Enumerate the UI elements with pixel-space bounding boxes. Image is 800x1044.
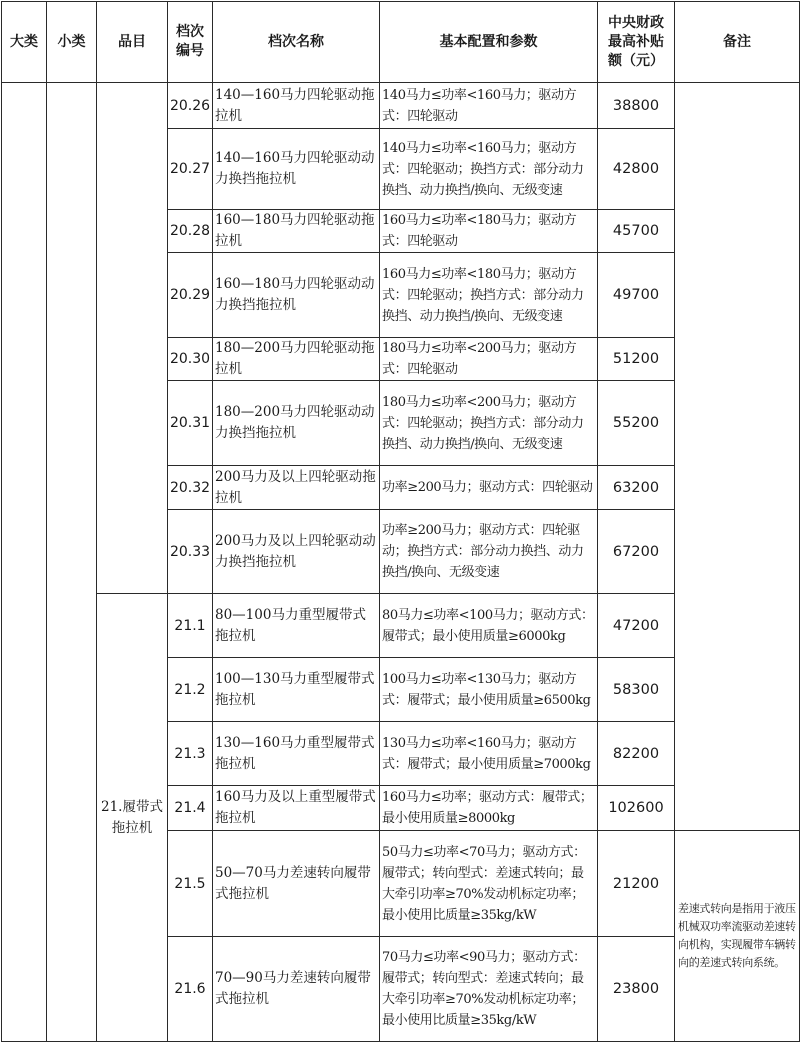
grade-subsidy: 55200 — [598, 381, 675, 466]
grade-name: 80—100马力重型履带式拖拉机 — [213, 594, 380, 658]
grade-config: 130马力≤功率<160马力；驱动方式：履带式；最小使用质量≥7000kg — [380, 722, 598, 786]
item-cell-wheeled — [97, 83, 168, 594]
header-config: 基本配置和参数 — [380, 2, 598, 83]
grade-config: 100马力≤功率<130马力；驱动方式：履带式；最小使用质量≥6500kg — [380, 658, 598, 722]
header-subsidy: 中央财政 最高补贴 额（元） — [598, 2, 675, 83]
grade-name: 160马力及以上重型履带式拖拉机 — [213, 786, 380, 831]
grade-config: 70马力≤功率<90马力；驱动方式：履带式；转向型式：差速式转向；最大牵引功率≥70%发动机标定功率；最小使用比质量≥35kg/kW — [380, 937, 598, 1042]
grade-code: 21.1 — [168, 594, 213, 658]
grade-code: 21.3 — [168, 722, 213, 786]
grade-subsidy: 47200 — [598, 594, 675, 658]
grade-code: 20.33 — [168, 510, 213, 594]
header-grade-code: 档次 编号 — [168, 2, 213, 83]
grade-subsidy: 82200 — [598, 722, 675, 786]
grade-subsidy: 45700 — [598, 210, 675, 253]
table-row — [2, 83, 800, 129]
grade-config: 160马力≤功率<180马力；驱动方式：四轮驱动；换挡方式：部分动力换挡、动力换挡/换向、无级变速 — [380, 253, 598, 338]
grade-subsidy: 23800 — [598, 937, 675, 1042]
grade-subsidy: 51200 — [598, 338, 675, 381]
grade-name: 180—200马力四轮驱动动力换挡拖拉机 — [213, 381, 380, 466]
grade-config: 功率≥200马力；驱动方式：四轮驱动 — [380, 466, 598, 510]
grade-code: 21.2 — [168, 658, 213, 722]
grade-code: 20.27 — [168, 129, 213, 210]
grade-config: 80马力≤功率<100马力；驱动方式：履带式；最小使用质量≥6000kg — [380, 594, 598, 658]
grade-name: 200马力及以上四轮驱动拖拉机 — [213, 466, 380, 510]
grade-config: 180马力≤功率<200马力；驱动方式：四轮驱动；换挡方式：部分动力换挡、动力换挡/换向、无级变速 — [380, 381, 598, 466]
grade-config: 160马力≤功率<180马力；驱动方式：四轮驱动 — [380, 210, 598, 253]
grade-config: 50马力≤功率<70马力；驱动方式：履带式；转向型式：差速式转向；最大牵引功率≥70%发动机标定功率；最小使用比质量≥35kg/kW — [380, 831, 598, 937]
grade-name: 180—200马力四轮驱动拖拉机 — [213, 338, 380, 381]
grade-subsidy: 38800 — [598, 83, 675, 129]
grade-name: 200马力及以上四轮驱动动力换挡拖拉机 — [213, 510, 380, 594]
grade-subsidy: 102600 — [598, 786, 675, 831]
header-subcategory: 小类 — [47, 2, 97, 83]
remark-cell-empty — [675, 83, 800, 831]
grade-config: 160马力≤功率；驱动方式：履带式；最小使用质量≥8000kg — [380, 786, 598, 831]
grade-subsidy: 67200 — [598, 510, 675, 594]
grade-code: 20.28 — [168, 210, 213, 253]
header-row — [2, 2, 800, 83]
grade-code: 20.26 — [168, 83, 213, 129]
grade-code: 20.31 — [168, 381, 213, 466]
grade-config: 140马力≤功率<160马力；驱动方式：四轮驱动 — [380, 83, 598, 129]
grade-code: 21.5 — [168, 831, 213, 937]
header-remarks: 备注 — [675, 2, 800, 83]
grade-config: 180马力≤功率<200马力；驱动方式：四轮驱动 — [380, 338, 598, 381]
grade-name: 70—90马力差速转向履带式拖拉机 — [213, 937, 380, 1042]
item-crawler-tractor: 21.履带式 拖拉机 — [97, 594, 168, 1042]
remark-differential-steering: 差速式转向是指用于液压机械双功率流驱动差速转向机构，实现履带车辆转向的差速式转向系统。 — [675, 831, 800, 1042]
grade-subsidy: 21200 — [598, 831, 675, 937]
grade-config: 140马力≤功率<160马力；驱动方式：四轮驱动；换挡方式：部分动力换挡、动力换挡/换向、无级变速 — [380, 129, 598, 210]
grade-name: 140—160马力四轮驱动动力换挡拖拉机 — [213, 129, 380, 210]
grade-name: 160—180马力四轮驱动拖拉机 — [213, 210, 380, 253]
subsidy-table — [1, 1, 800, 1042]
grade-name: 130—160马力重型履带式拖拉机 — [213, 722, 380, 786]
grade-code: 20.29 — [168, 253, 213, 338]
grade-subsidy: 63200 — [598, 466, 675, 510]
grade-code: 21.6 — [168, 937, 213, 1042]
grade-code: 20.32 — [168, 466, 213, 510]
header-item: 品目 — [97, 2, 168, 83]
grade-name: 160—180马力四轮驱动动力换挡拖拉机 — [213, 253, 380, 338]
header-grade-name: 档次名称 — [213, 2, 380, 83]
grade-code: 20.30 — [168, 338, 213, 381]
grade-name: 50—70马力差速转向履带式拖拉机 — [213, 831, 380, 937]
grade-config: 功率≥200马力；驱动方式：四轮驱动；换挡方式：部分动力换挡、动力换挡/换向、无级变速 — [380, 510, 598, 594]
grade-name: 140—160马力四轮驱动拖拉机 — [213, 83, 380, 129]
subcategory-cell — [47, 83, 97, 1042]
header-category: 大类 — [2, 2, 47, 83]
grade-subsidy: 58300 — [598, 658, 675, 722]
grade-name: 100—130马力重型履带式拖拉机 — [213, 658, 380, 722]
grade-subsidy: 49700 — [598, 253, 675, 338]
grade-code: 21.4 — [168, 786, 213, 831]
category-cell — [2, 83, 47, 1042]
grade-subsidy: 42800 — [598, 129, 675, 210]
